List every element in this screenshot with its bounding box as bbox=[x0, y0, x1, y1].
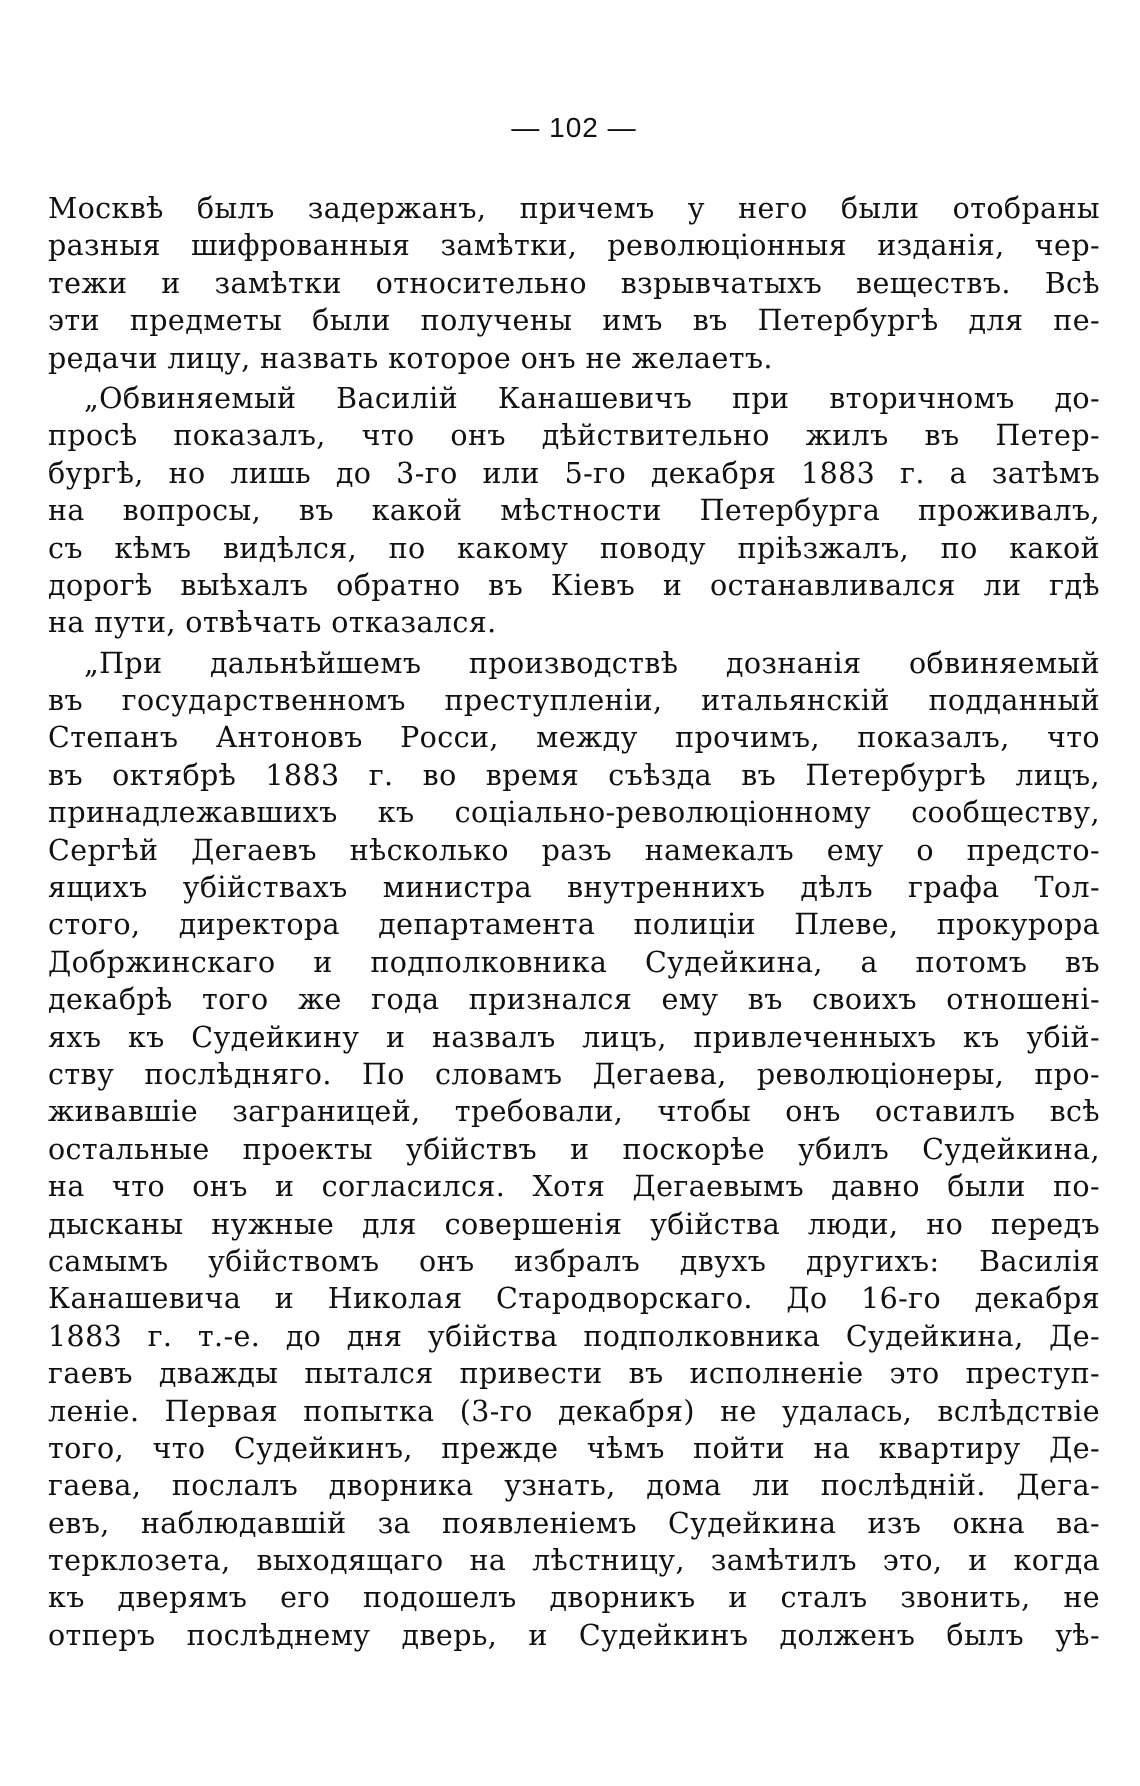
text-line: Канашевича и Николая Стародворскаго. До 16-го декабря bbox=[48, 1282, 1100, 1316]
text-line: Сергѣй Дегаевъ нѣсколько разъ намекалъ ему о предсто- bbox=[48, 833, 1100, 867]
book-page bbox=[48, 0, 1100, 1786]
body-text bbox=[48, 190, 1100, 1654]
text-line: Добржинскаго и подполковника Судейкина, а потомъ въ bbox=[48, 945, 1100, 979]
text-line: на пути, отвѣчать отказался. bbox=[48, 606, 497, 640]
text-line: стого, директора департамента полиціи Плеве, прокурора bbox=[48, 908, 1100, 942]
text-line: редачи лицу, назвать которое онъ не желаетъ. bbox=[48, 341, 773, 375]
text-line: дорогѣ выѣхалъ обратно въ Кіевъ и останавливался ли гдѣ bbox=[48, 568, 1100, 602]
text-line: на вопросы, въ какой мѣстности Петербурга проживалъ, bbox=[48, 494, 1100, 528]
text-line: того, что Судейкинъ, прежде чѣмъ пойти на квартиру Де- bbox=[48, 1431, 1100, 1465]
paragraph-2 bbox=[48, 380, 1100, 642]
text-line: Степанъ Антоновъ Росси, между прочимъ, показалъ, что bbox=[48, 721, 1100, 755]
text-line: отперъ послѣднему дверь, и Судейкинъ долженъ былъ уѣ- bbox=[48, 1618, 1100, 1652]
text-line: живавшіе заграницей, требовали, чтобы онъ оставилъ всѣ bbox=[48, 1095, 1100, 1129]
text-line: леніе. Первая попытка (3-го декабря) не удалась, вслѣдствіе bbox=[48, 1394, 1100, 1428]
text-line: яхъ къ Судейкину и назвалъ лицъ, привлеченныхъ къ убій- bbox=[48, 1020, 1100, 1054]
text-line: остальные проекты убійствъ и поскорѣе убилъ Судейкина, bbox=[48, 1132, 1100, 1166]
text-line: Москвѣ былъ задержанъ, причемъ у него были отобраны bbox=[48, 192, 1100, 225]
paragraph-3 bbox=[48, 645, 1100, 1655]
text-line: гаева, послалъ дворника узнать, дома ли послѣдній. Дега- bbox=[48, 1469, 1100, 1503]
text-line: эти предметы были получены имъ въ Петербургѣ для пе- bbox=[48, 304, 1100, 338]
text-line: ству послѣдняго. По словамъ Дегаева, революціонеры, про- bbox=[48, 1057, 1100, 1091]
text-line: къ дверямъ его подошелъ дворникъ и сталъ звонить, не bbox=[48, 1581, 1100, 1615]
paragraph-1 bbox=[48, 190, 1100, 377]
text-line: декабрѣ того же года признался ему въ своихъ отношені- bbox=[48, 983, 1100, 1017]
text-line: принадлежавшихъ къ соціально-революціонному сообществу, bbox=[48, 796, 1100, 830]
text-line: самымъ убійствомъ онъ избралъ двухъ другихъ: Василія bbox=[48, 1244, 1100, 1278]
text-line: евъ, наблюдавшій за появленіемъ Судейкина изъ окна ва- bbox=[48, 1506, 1100, 1540]
text-line: бургѣ, но лишь до 3-го или 5-го декабря 1883 г. а затѣмъ bbox=[48, 456, 1100, 490]
text-line: въ октябрѣ 1883 г. во время съѣзда въ Петербургѣ лицъ, bbox=[48, 758, 1100, 792]
text-line: на что онъ и согласился. Хотя Дегаевымъ давно были по- bbox=[48, 1170, 1100, 1204]
text-line: гаевъ дважды пытался привести въ исполненіе это преступ- bbox=[48, 1357, 1100, 1391]
page-number: — 102 — bbox=[511, 112, 637, 143]
text-line: терклозета, выходящаго на лѣстницу, замѣтилъ это, и когда bbox=[48, 1544, 1100, 1578]
text-line: просѣ показалъ, что онъ дѣйствительно жилъ въ Петер- bbox=[48, 419, 1100, 453]
text-line: „При дальнѣйшемъ производствѣ дознанія обвиняемый bbox=[84, 646, 1100, 680]
text-line: „Обвиняемый Василій Канашевичъ при вторичномъ до- bbox=[84, 381, 1100, 415]
text-line: тежи и замѣтки относительно взрывчатыхъ веществъ. Всѣ bbox=[48, 266, 1100, 300]
text-line: въ государственномъ преступленіи, итальянскій подданный bbox=[48, 684, 1100, 718]
text-line: разныя шифрованныя замѣтки, революціонныя изданія, чер- bbox=[48, 229, 1100, 263]
text-line: 1883 г. т.-е. до дня убійства подполковника Судейкина, Де- bbox=[48, 1319, 1100, 1353]
text-line: ящихъ убійствахъ министра внутреннихъ дѣлъ графа Тол- bbox=[48, 871, 1100, 905]
text-line: съ кѣмъ видѣлся, по какому поводу пріѣзжалъ, по какой bbox=[48, 531, 1100, 565]
text-line: дысканы нужные для совершенія убійства люди, но передъ bbox=[48, 1207, 1100, 1241]
